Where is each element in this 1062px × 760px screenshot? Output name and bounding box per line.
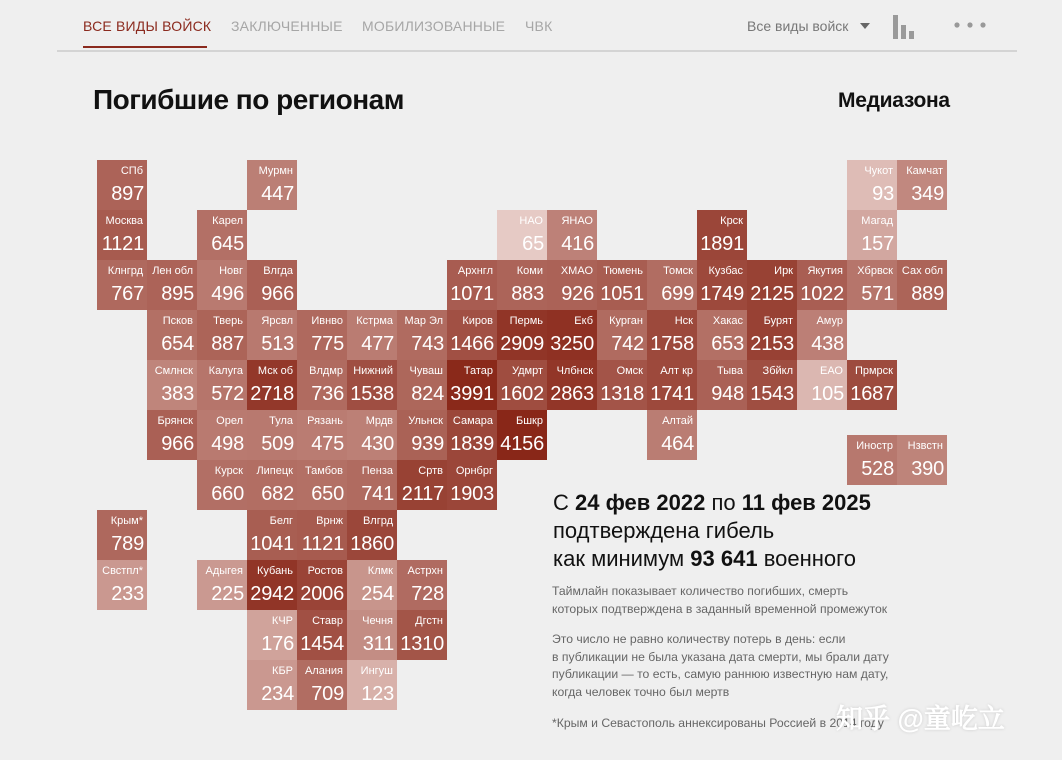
region-tile[interactable] [147,260,197,310]
region-abbrev: Сах обл [901,265,943,277]
region-deaths: 254 [361,583,394,605]
region-deaths: 653 [711,333,744,355]
region-tile[interactable] [447,410,497,460]
region-tile[interactable] [697,260,747,310]
region-deaths: 93 [872,183,894,205]
region-abbrev: Астрхн [407,565,443,577]
region-abbrev: Мрдв [365,415,393,427]
region-tile[interactable] [247,510,297,560]
tab-mobilized[interactable]: МОБИЛИЗОВАННЫЕ [362,18,506,34]
region-deaths: 513 [261,333,294,355]
region-tile[interactable] [497,360,547,410]
region-tile[interactable] [547,210,597,260]
region-deaths: 699 [661,283,694,305]
region-deaths: 1538 [350,383,394,405]
region-tile[interactable] [97,210,147,260]
region-tile[interactable] [197,460,247,510]
region-abbrev: Архнгл [457,265,493,277]
region-deaths: 736 [311,383,344,405]
region-abbrev: Камчат [906,165,943,177]
region-abbrev: Белг [269,515,293,527]
region-abbrev: Екб [574,315,593,327]
region-tile[interactable] [297,360,347,410]
region-tile[interactable] [797,260,847,310]
region-abbrev: Липецк [256,465,293,477]
region-deaths: 390 [911,458,944,480]
region-deaths: 1022 [800,283,844,305]
region-deaths: 1071 [450,283,494,305]
region-deaths: 1891 [700,233,744,255]
region-abbrev: Курск [214,465,243,477]
more-icon[interactable] [953,20,989,30]
region-abbrev: Ульнск [408,415,443,427]
region-deaths: 528 [861,458,894,480]
region-abbrev: Сртв [418,465,443,477]
region-deaths: 897 [111,183,144,205]
region-deaths: 233 [111,583,144,605]
region-deaths: 311 [362,633,394,655]
region-tile[interactable] [397,410,447,460]
region-abbrev: Чуваш [409,365,443,377]
region-deaths: 741 [361,483,394,505]
region-abbrev: Самара [452,415,493,427]
region-tile[interactable] [397,460,447,510]
region-deaths: 416 [561,233,594,255]
chevron-down-icon[interactable] [860,23,870,29]
region-abbrev: Псков [162,315,193,327]
region-deaths: 767 [111,283,144,305]
region-tile[interactable] [697,310,747,360]
region-tile[interactable] [697,360,747,410]
region-deaths: 2909 [500,333,544,355]
region-tile[interactable] [497,210,547,260]
region-deaths: 1310 [400,633,444,655]
region-deaths: 883 [511,283,544,305]
region-tile[interactable] [347,310,397,360]
region-tile[interactable] [347,610,397,660]
region-deaths: 650 [311,483,344,505]
region-tile[interactable] [347,510,397,560]
region-abbrev: Омск [616,365,643,377]
region-tile[interactable] [847,260,897,310]
region-deaths: 571 [861,283,894,305]
region-deaths: 3991 [450,383,494,405]
region-abbrev: Кузбас [708,265,743,277]
region-tile[interactable] [297,560,347,610]
region-tile[interactable] [247,160,297,210]
region-abbrev: Томск [663,265,693,277]
region-abbrev: Мар Эл [404,315,443,327]
region-abbrev: СПб [120,165,143,177]
region-tile[interactable] [697,210,747,260]
region-abbrev: Лен обл [152,265,193,277]
region-abbrev: Хбрвск [857,265,893,277]
region-abbrev: Врнж [316,515,343,527]
region-deaths: 105 [811,383,844,405]
region-tile[interactable] [197,260,247,310]
region-abbrev: Ингуш [360,665,393,677]
region-tile[interactable] [97,160,147,210]
region-deaths: 1687 [850,383,894,405]
region-tile[interactable] [247,360,297,410]
region-tile[interactable] [97,510,147,560]
region-abbrev: Мурмн [258,165,293,177]
region-abbrev: Тыва [717,365,743,377]
region-abbrev: Карел [212,215,243,227]
region-abbrev: Алания [304,665,343,677]
region-tile[interactable] [297,660,347,710]
region-deaths: 654 [161,333,194,355]
region-abbrev: Крым* [110,515,143,527]
region-deaths: 438 [811,333,844,355]
region-tile[interactable] [397,360,447,410]
region-deaths: 660 [211,483,244,505]
region-deaths: 1860 [350,533,394,555]
region-abbrev: Хакас [712,315,743,327]
active-tab-indicator [83,46,207,48]
region-tile[interactable] [397,610,447,660]
region-abbrev: Клмк [367,565,393,577]
region-tile[interactable] [747,310,797,360]
region-tile[interactable] [197,310,247,360]
region-deaths: 2942 [250,583,294,605]
region-abbrev: Бшкр [516,415,543,427]
region-abbrev: Смлнск [154,365,193,377]
region-deaths: 477 [361,333,394,355]
region-abbrev: Кубань [256,565,293,577]
region-tile[interactable] [147,360,197,410]
region-abbrev: Свстпл* [102,565,143,577]
region-deaths: 225 [211,583,244,605]
region-tile[interactable] [97,560,147,610]
crimea-footnote: *Крым и Севастополь аннексированы Россией в 2014 году [552,716,884,730]
region-tile[interactable] [847,360,897,410]
region-abbrev: КЧР [271,615,293,627]
region-deaths: 1051 [600,283,644,305]
region-tile[interactable] [247,610,297,660]
region-tile[interactable] [847,435,897,485]
region-abbrev: Ирк [774,265,793,277]
region-abbrev: Влгда [263,265,293,277]
region-deaths: 496 [211,283,244,305]
region-abbrev: Тверь [213,315,243,327]
region-deaths: 966 [161,433,194,455]
region-deaths: 1121 [301,533,344,555]
region-deaths: 1903 [450,483,494,505]
region-tile[interactable] [147,310,197,360]
region-abbrev: Прмрск [854,365,893,377]
region-deaths: 709 [311,683,344,705]
region-deaths: 176 [261,633,294,655]
region-abbrev: Курган [609,315,643,327]
region-abbrev: Орел [216,415,243,427]
region-deaths: 775 [311,333,344,355]
region-abbrev: Тюмень [603,265,643,277]
watermark: 知乎 @童屹立 [836,704,1005,734]
region-tile[interactable] [647,260,697,310]
region-abbrev: Нижний [353,365,393,377]
region-deaths: 742 [611,333,644,355]
region-tile[interactable] [597,260,647,310]
region-tile[interactable] [897,260,947,310]
region-deaths: 2153 [750,333,794,355]
region-abbrev: Ивнво [311,315,343,327]
region-tile[interactable] [197,210,247,260]
region-tile[interactable] [497,410,547,460]
tab-prisoners[interactable]: ЗАКЛЮЧЕННЫЕ [231,18,343,34]
region-deaths: 895 [161,283,194,305]
region-tile[interactable] [297,310,347,360]
region-abbrev: ЕАО [820,365,843,377]
region-abbrev: Пермь [509,315,543,327]
region-abbrev: Коми [516,265,543,277]
region-abbrev: Алтай [662,415,693,427]
region-abbrev: Влдмр [309,365,343,377]
region-tile[interactable] [497,260,547,310]
region-abbrev: Ставр [312,615,343,627]
total-deaths: 93 641 [690,546,758,571]
region-abbrev: Чечня [362,615,393,627]
region-tile[interactable] [747,360,797,410]
region-abbrev: Амур [816,315,843,327]
region-tile[interactable] [197,410,247,460]
region-abbrev: Ярсвл [261,315,293,327]
region-deaths: 1602 [500,383,544,405]
region-tile[interactable] [247,560,297,610]
region-tile[interactable] [847,210,897,260]
date-from: 24 фев 2022 [575,490,706,515]
region-tile[interactable] [247,660,297,710]
region-tile[interactable] [347,660,397,710]
region-abbrev: Алт кр [660,365,693,377]
region-tile[interactable] [897,160,947,210]
region-tile[interactable] [197,560,247,610]
region-tile[interactable] [897,435,947,485]
region-deaths: 498 [211,433,244,455]
region-abbrev: Иностр [856,440,893,452]
region-tile[interactable] [547,260,597,310]
region-deaths: 2006 [300,583,344,605]
region-abbrev: Адыгея [205,565,243,577]
region-abbrev: Орнбрг [455,465,493,477]
region-tile[interactable] [497,310,547,360]
region-abbrev: Рязань [307,415,343,427]
region-abbrev: Татар [463,365,493,377]
region-abbrev: Нск [674,315,693,327]
region-deaths: 464 [661,433,694,455]
region-tile[interactable] [297,460,347,510]
region-deaths: 234 [261,683,294,705]
region-tile[interactable] [197,360,247,410]
region-tile[interactable] [347,460,397,510]
region-deaths: 447 [261,183,294,205]
region-deaths: 1741 [650,383,694,405]
region-tile[interactable] [247,310,297,360]
region-abbrev: Брянск [157,415,193,427]
region-deaths: 1758 [650,333,694,355]
region-deaths: 2117 [401,483,444,505]
troop-type-dropdown[interactable]: Все виды войск [747,18,849,34]
region-tile[interactable] [547,360,597,410]
count-note: Это число не равно количеству потерь в день: если в публикации не была указана дата смерти, мы брали дату публикации — то есть, самую раннюю известную нам дату, когда человек точно был мертв [552,632,889,699]
region-deaths: 889 [911,283,944,305]
region-tile[interactable] [597,360,647,410]
region-abbrev: Киров [462,315,493,327]
region-abbrev: Магад [861,215,893,227]
region-deaths: 887 [211,333,244,355]
region-deaths: 1454 [300,633,344,655]
region-deaths: 926 [561,283,594,305]
region-deaths: 65 [522,233,544,255]
region-deaths: 789 [111,533,144,555]
date-to: 11 фев 2025 [741,490,871,515]
region-abbrev: Тамбов [304,465,343,477]
region-abbrev: НАО [519,215,543,227]
region-abbrev: Нзвстн [907,440,943,452]
region-abbrev: ХМАО [560,265,593,277]
region-tile[interactable] [247,260,297,310]
region-tile[interactable] [447,460,497,510]
region-deaths: 572 [211,383,244,405]
page-title: Погибшие по регионам [93,84,404,115]
region-deaths: 1749 [700,283,744,305]
region-tile[interactable] [797,360,847,410]
region-abbrev: Кстрма [356,315,393,327]
region-tile[interactable] [247,460,297,510]
region-tile[interactable] [597,310,647,360]
region-tile[interactable] [647,360,697,410]
region-deaths: 4156 [500,433,544,455]
region-abbrev: Новг [219,265,243,277]
region-abbrev: Тула [269,415,293,427]
region-deaths: 645 [211,233,244,255]
region-abbrev: Чукот [864,165,893,177]
region-deaths: 966 [261,283,294,305]
summary-statement: С 24 фев 2022 по 11 фев 2025 подтверждена гибель как минимум 93 641 военного [553,490,871,571]
region-deaths: 3250 [550,333,594,355]
region-tile[interactable] [397,560,447,610]
region-deaths: 1466 [450,333,494,355]
region-deaths: 2125 [750,283,794,305]
region-abbrev: Пенза [361,465,393,477]
region-abbrev: Члбнск [556,365,593,377]
region-deaths: 2863 [550,383,594,405]
region-tile[interactable] [347,360,397,410]
region-abbrev: КБР [272,665,293,677]
region-deaths: 1543 [750,383,794,405]
region-tile[interactable] [847,160,897,210]
timeline-note: Таймлайн показывает количество погибших, смерть которых подтверждена в заданный временной промежуток [552,584,888,616]
region-abbrev: Якутия [807,265,843,277]
region-tile[interactable] [447,260,497,310]
region-deaths: 682 [261,483,294,505]
region-abbrev: Дгстн [415,615,443,627]
region-deaths: 349 [911,183,944,205]
region-deaths: 1041 [250,533,294,555]
region-abbrev: Клнгрд [107,265,143,277]
region-tile[interactable] [297,510,347,560]
region-abbrev: Ростов [307,565,343,577]
region-abbrev: Бурят [763,315,793,327]
region-deaths: 2718 [250,383,294,405]
region-tile[interactable] [797,310,847,360]
region-deaths: 509 [261,433,294,455]
region-deaths: 939 [411,433,444,455]
region-deaths: 475 [311,433,344,455]
tab-all-troops[interactable]: ВСЕ ВИДЫ ВОЙСК [83,18,212,34]
region-deaths: 1839 [450,433,494,455]
region-tile[interactable] [447,310,497,360]
region-deaths: 824 [411,383,444,405]
region-tile[interactable] [347,560,397,610]
region-tile[interactable] [247,410,297,460]
region-tile[interactable] [297,610,347,660]
region-tile[interactable] [647,410,697,460]
region-deaths: 1318 [600,383,644,405]
region-abbrev: Удмрт [511,365,543,377]
region-abbrev: Влгрд [362,515,393,527]
region-abbrev: Збйкл [762,365,793,377]
region-abbrev: Крск [720,215,743,227]
region-deaths: 948 [711,383,744,405]
region-abbrev: Москва [105,215,143,227]
region-tile[interactable] [447,360,497,410]
region-abbrev: Мск об [257,365,293,377]
region-tile[interactable] [297,410,347,460]
region-tile[interactable] [147,410,197,460]
bar-chart-icon[interactable] [891,14,919,40]
region-deaths: 123 [361,683,394,705]
region-deaths: 430 [361,433,394,455]
region-abbrev: ЯНАО [561,215,593,227]
brand-logo: Медиазона [838,89,950,112]
region-tile[interactable] [747,260,797,310]
tab-pmc[interactable]: ЧВК [525,18,553,34]
region-tile[interactable] [547,310,597,360]
top-nav [57,0,1017,52]
region-deaths: 1121 [101,233,144,255]
region-deaths: 728 [411,583,444,605]
region-tile[interactable] [347,410,397,460]
region-tile[interactable] [647,310,697,360]
region-deaths: 383 [161,383,194,405]
region-tile[interactable] [97,260,147,310]
region-abbrev: Калуга [208,365,243,377]
region-deaths: 157 [861,233,894,255]
region-deaths: 743 [411,333,444,355]
region-tile[interactable] [397,310,447,360]
